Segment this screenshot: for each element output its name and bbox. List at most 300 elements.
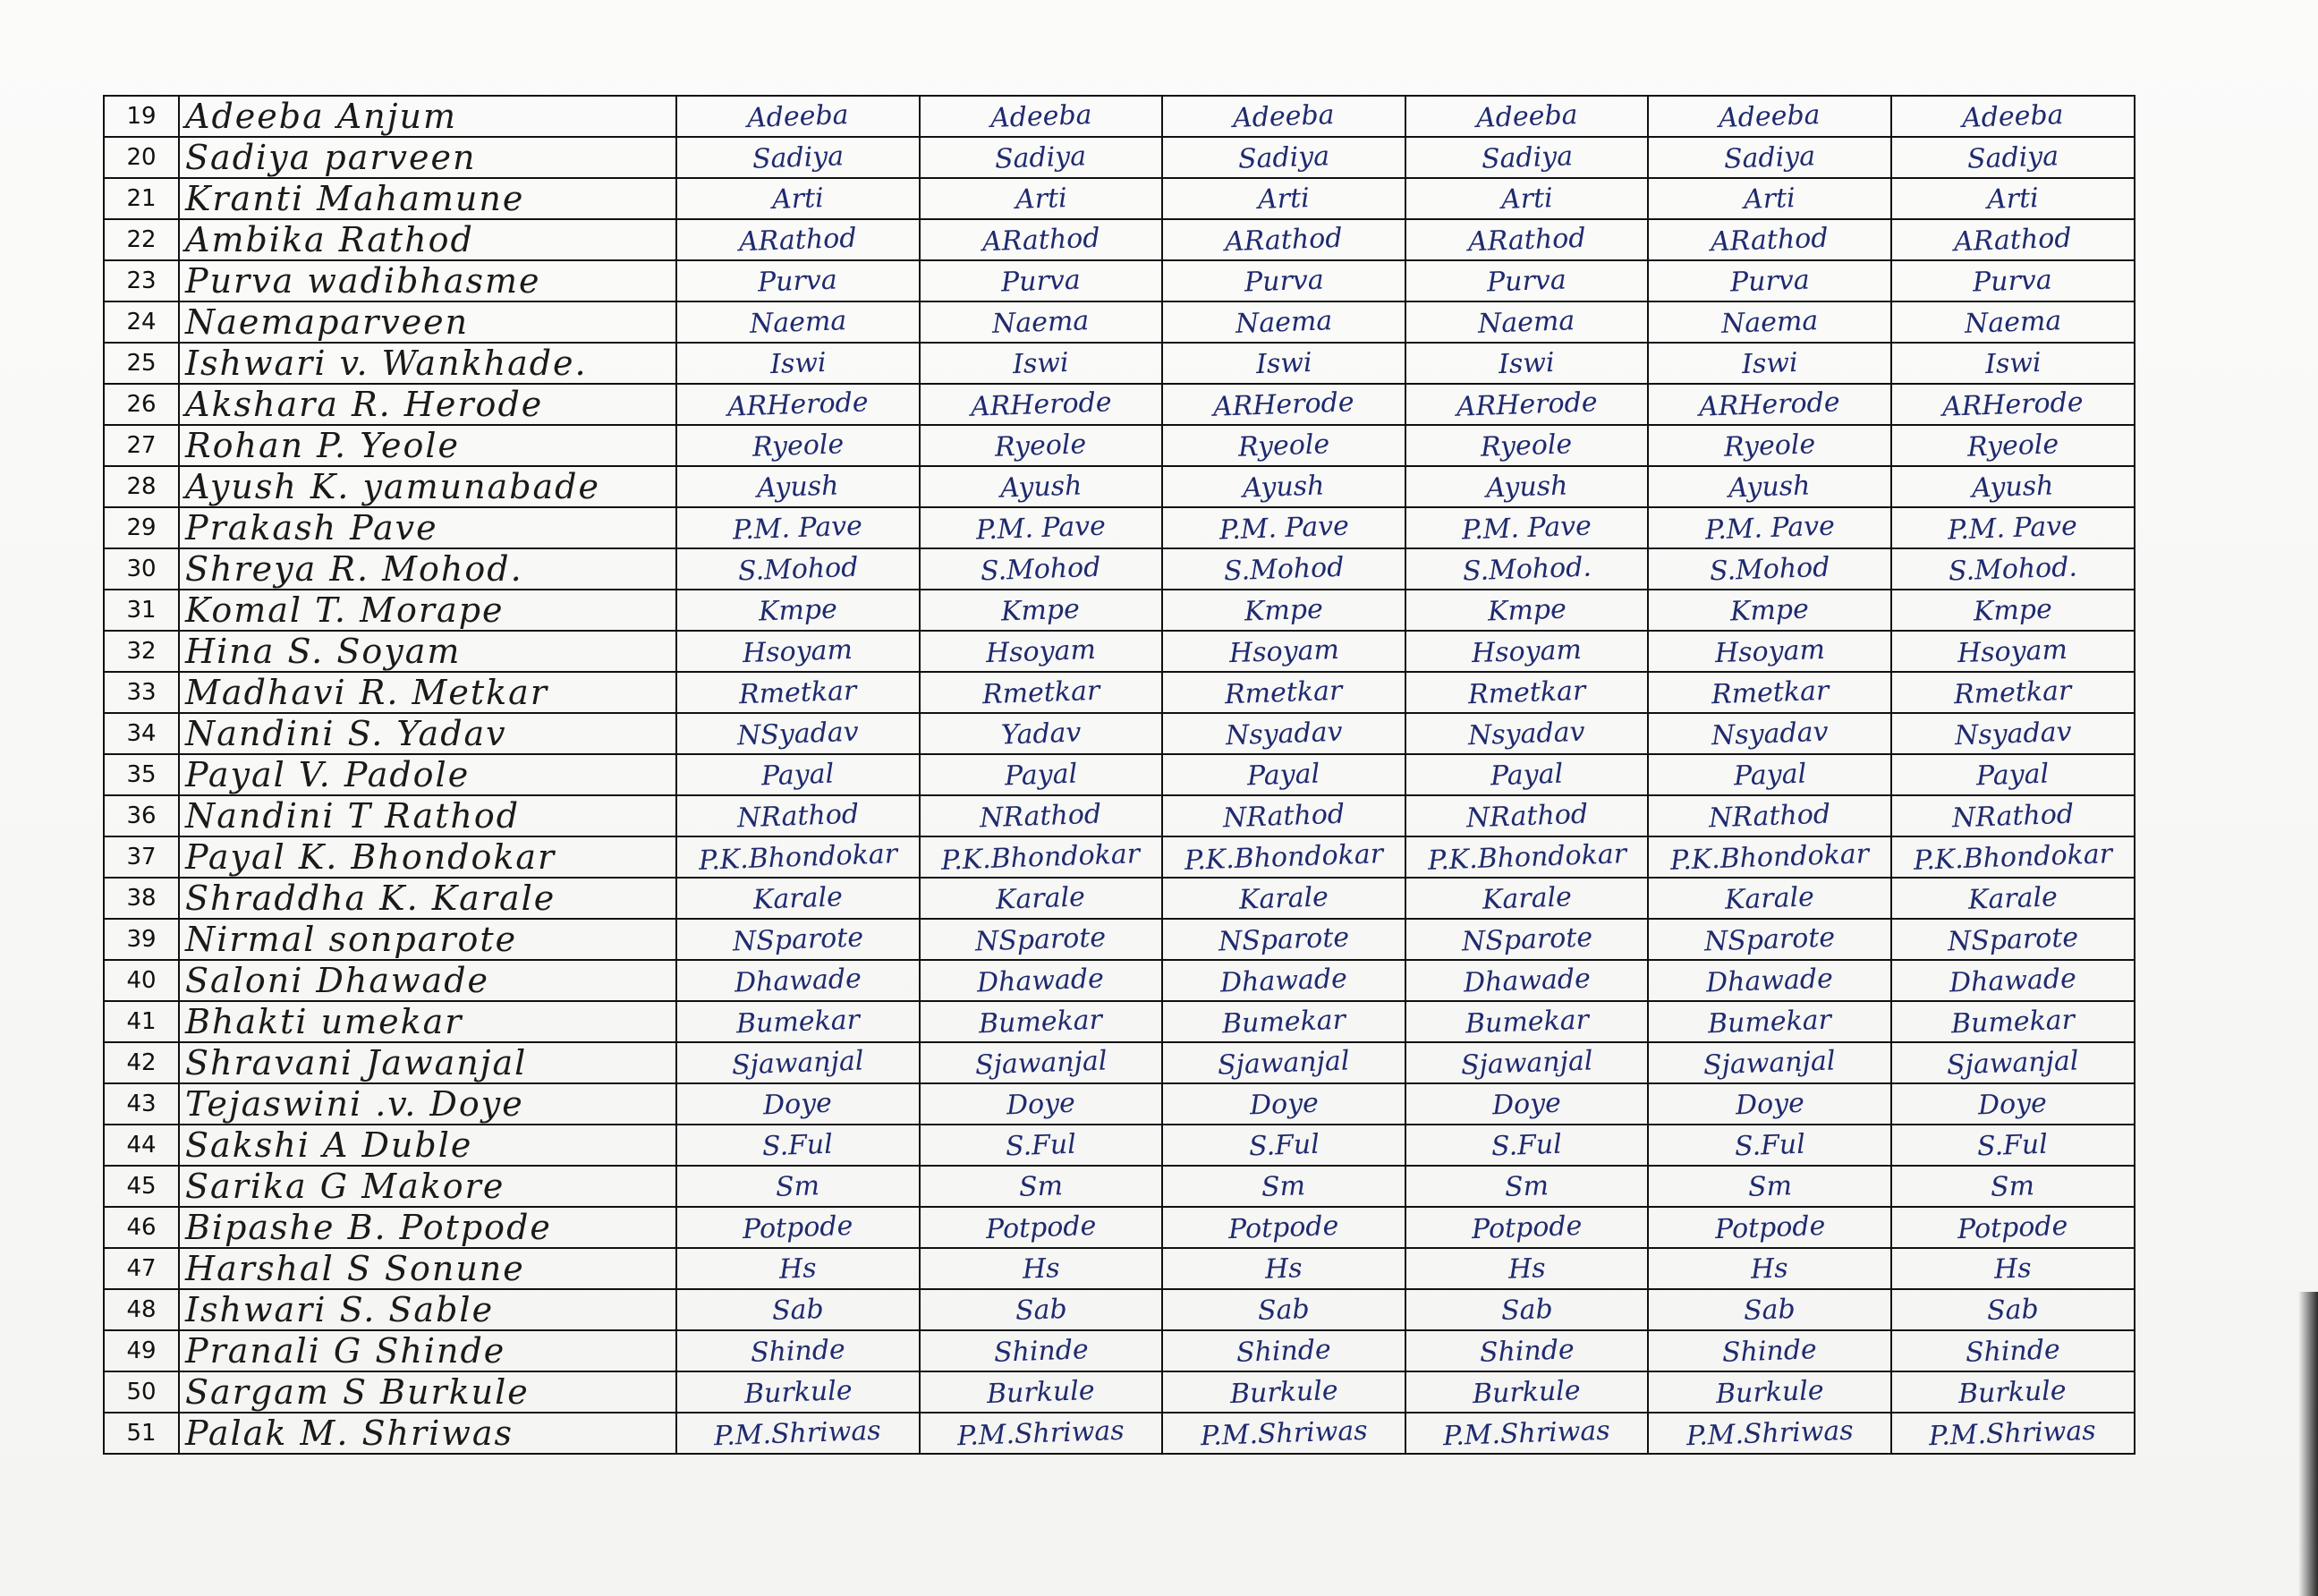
signature-text: Shinde	[1235, 1333, 1332, 1369]
fold-line	[0, 0, 118, 73]
signature-cell	[676, 96, 920, 137]
signature-text: Potpode	[985, 1210, 1097, 1245]
signature-text: Hs	[1507, 1252, 1546, 1286]
signature-text: Burkule	[1472, 1374, 1582, 1410]
signature-text: Sm	[1261, 1169, 1307, 1203]
student-name-cell: Ambika Rathod	[179, 219, 676, 260]
serial-number-cell: 28	[104, 466, 179, 507]
table-row	[104, 425, 2135, 466]
signature-text: NSparote	[732, 921, 864, 958]
signature-cell	[676, 590, 920, 631]
signature-text: Adeeba	[989, 98, 1092, 134]
signature-text: Payal	[1490, 758, 1564, 792]
student-name-cell: Palak M. Shriwas	[179, 1413, 676, 1454]
signature-cell	[1648, 1248, 1891, 1289]
serial-number-cell: 35	[104, 754, 179, 795]
signature-cell	[920, 507, 1163, 548]
signature-text: Sjawanjal	[974, 1044, 1108, 1082]
signature-text: Dhawade	[1463, 963, 1592, 998]
signature-cell	[1891, 878, 2135, 919]
signature-text: Dhawade	[1949, 963, 2077, 998]
student-name-cell: Shraddha K. Karale	[179, 878, 676, 919]
signature-cell	[676, 260, 920, 301]
signature-text: Naema	[1964, 304, 2062, 340]
serial-number-cell: 46	[104, 1207, 179, 1248]
signature-text: Hs	[1264, 1252, 1303, 1286]
student-name-cell: Pranali G Shinde	[179, 1330, 676, 1371]
signature-cell	[1648, 1125, 1891, 1166]
signature-text: Sab	[1743, 1293, 1796, 1327]
signature-text: Iswi	[1983, 346, 2042, 380]
signature-text: Nsyadav	[1467, 716, 1586, 751]
signature-cell	[1405, 795, 1649, 836]
serial-number-cell: 38	[104, 878, 179, 919]
signature-cell	[920, 384, 1163, 425]
serial-number-cell: 26	[104, 384, 179, 425]
signature-cell	[1648, 425, 1891, 466]
signature-text: ARHerode	[1941, 386, 2085, 423]
signature-cell	[676, 137, 920, 178]
signature-text: Doye	[1977, 1087, 2048, 1121]
signature-text: Potpode	[1471, 1210, 1583, 1245]
student-name-cell: Prakash Pave	[179, 507, 676, 548]
signature-text: Purva	[1000, 263, 1082, 299]
signature-cell	[1648, 919, 1891, 960]
signature-cell	[1405, 590, 1649, 631]
signature-cell	[1648, 1001, 1891, 1042]
signature-text: P.M. Pave	[975, 509, 1107, 547]
signature-text: Sadiya	[1237, 140, 1330, 175]
student-name-cell: Nandini T Rathod	[179, 795, 676, 836]
serial-number-cell: 23	[104, 260, 179, 301]
signature-text: P.M. Pave	[1704, 509, 1836, 547]
serial-number-cell: 41	[104, 1001, 179, 1042]
signature-cell	[920, 260, 1163, 301]
signature-cell	[676, 1125, 920, 1166]
signature-cell	[1891, 1248, 2135, 1289]
signature-cell	[1162, 219, 1405, 260]
serial-number-cell: 48	[104, 1289, 179, 1330]
signature-text: Sm	[1990, 1169, 2035, 1203]
signature-cell	[1405, 137, 1649, 178]
signature-text: Payal	[1004, 758, 1078, 792]
signature-text: Hs	[1022, 1252, 1060, 1286]
serial-number-cell: 43	[104, 1083, 179, 1125]
serial-number-cell: 34	[104, 713, 179, 754]
signature-text: P.M. Pave	[1461, 509, 1592, 547]
signature-cell	[1162, 466, 1405, 507]
signature-cell	[1891, 1330, 2135, 1371]
signature-cell	[1162, 384, 1405, 425]
table-row	[104, 1371, 2135, 1413]
signature-cell	[1405, 343, 1649, 384]
signature-text: Doye	[1006, 1087, 1076, 1121]
signature-cell	[676, 672, 920, 713]
signature-text: Nsyadav	[1711, 716, 1830, 751]
signature-cell	[1891, 631, 2135, 672]
signature-text: Purva	[1972, 263, 2053, 299]
signature-cell	[1162, 1083, 1405, 1125]
signature-text: Payal	[1733, 758, 1807, 792]
signature-cell	[1405, 1125, 1649, 1166]
signature-text: Sadiya	[751, 140, 845, 175]
table-row	[104, 343, 2135, 384]
signature-cell	[920, 343, 1163, 384]
signature-text: Kmpe	[1487, 592, 1567, 628]
signature-text: Karale	[995, 880, 1086, 916]
signature-text: P.M. Pave	[1947, 509, 2078, 547]
signature-cell	[1648, 96, 1891, 137]
signature-cell	[676, 919, 920, 960]
serial-number-cell: 40	[104, 960, 179, 1001]
signature-text: Dhawade	[734, 963, 862, 998]
student-name-cell: Akshara R. Herode	[179, 384, 676, 425]
signature-text: Kmpe	[1729, 592, 1810, 628]
table-row	[104, 548, 2135, 590]
signature-text: Sjawanjal	[1460, 1044, 1593, 1082]
serial-number-cell: 22	[104, 219, 179, 260]
signature-cell	[676, 878, 920, 919]
signature-text: Iswi	[1012, 346, 1070, 380]
signature-text: ARHerode	[970, 386, 1112, 423]
serial-number-cell: 49	[104, 1330, 179, 1371]
signature-text: Sm	[1504, 1169, 1550, 1203]
signature-text: Ryeole	[1237, 428, 1330, 463]
table-row	[104, 466, 2135, 507]
table-row	[104, 672, 2135, 713]
signature-text: ARHerode	[1698, 386, 1841, 423]
signature-text: ARathod	[981, 222, 1100, 258]
table-row	[104, 960, 2135, 1001]
signature-cell	[1162, 507, 1405, 548]
signature-text: Dhawade	[976, 963, 1105, 998]
signature-cell	[1891, 590, 2135, 631]
signature-cell	[1405, 96, 1649, 137]
signature-text: Ryeole	[994, 428, 1088, 463]
signature-cell	[920, 425, 1163, 466]
signature-cell	[1648, 1083, 1891, 1125]
table-row	[104, 836, 2135, 878]
student-name-cell: Rohan P. Yeole	[179, 425, 676, 466]
signature-text: Hsoyam	[1714, 633, 1826, 669]
table-row	[104, 1207, 2135, 1248]
signature-text: P.M.Shriwas	[1442, 1414, 1611, 1452]
signature-text: NSparote	[1460, 921, 1593, 958]
student-name-cell: Shreya R. Mohod.	[179, 548, 676, 590]
signature-text: Payal	[1246, 758, 1321, 792]
signature-text: Sadiya	[1723, 140, 1816, 175]
table-row	[104, 219, 2135, 260]
signature-cell	[1162, 590, 1405, 631]
signature-text: Doye	[762, 1087, 833, 1121]
signature-cell	[1648, 1207, 1891, 1248]
signature-cell	[1891, 548, 2135, 590]
signature-cell	[1405, 836, 1649, 878]
signature-text: P.M. Pave	[732, 509, 863, 547]
signature-text: Sab	[1014, 1293, 1067, 1327]
signature-text: Doye	[1248, 1087, 1319, 1121]
signature-text: NSparote	[1947, 921, 2079, 958]
signature-text: S.Ful	[1976, 1128, 2049, 1162]
signature-cell	[1891, 1289, 2135, 1330]
signature-cell	[1891, 960, 2135, 1001]
signature-text: Sm	[1018, 1169, 1064, 1203]
signature-cell	[1162, 1207, 1405, 1248]
signature-cell	[920, 301, 1163, 343]
table-row	[104, 96, 2135, 137]
signature-text: Shinde	[1479, 1333, 1575, 1369]
signature-cell	[1162, 260, 1405, 301]
signature-cell	[676, 178, 920, 219]
signature-cell	[1648, 631, 1891, 672]
signature-text: Ayush	[1971, 469, 2055, 505]
signature-cell	[1891, 1166, 2135, 1207]
signature-cell	[676, 836, 920, 878]
table-row	[104, 507, 2135, 548]
signature-text: P.K.Bhondokar	[940, 837, 1141, 877]
serial-number-cell: 45	[104, 1166, 179, 1207]
signature-text: Shinde	[992, 1333, 1089, 1369]
signature-cell	[1162, 178, 1405, 219]
signature-text: ARHerode	[726, 386, 870, 423]
signature-cell	[1648, 836, 1891, 878]
signature-text: Rmetkar	[1953, 675, 2072, 710]
table-row	[104, 301, 2135, 343]
table-row	[104, 590, 2135, 631]
signature-text: Naema	[1477, 304, 1576, 340]
signature-text: Shinde	[750, 1333, 846, 1369]
table-row	[104, 384, 2135, 425]
signature-text: Potpode	[1227, 1210, 1340, 1245]
signature-cell	[1648, 713, 1891, 754]
signature-text: Burkule	[1957, 1374, 2068, 1410]
signature-cell	[1648, 1289, 1891, 1330]
student-name-cell: Bhakti umekar	[179, 1001, 676, 1042]
signature-cell	[920, 1330, 1163, 1371]
signature-text: Hs	[1750, 1252, 1789, 1286]
signature-text: Bumekar	[978, 1004, 1103, 1040]
signature-cell	[1405, 1413, 1649, 1454]
serial-number-cell: 20	[104, 137, 179, 178]
signature-text: ARathod	[738, 222, 858, 258]
signature-cell	[1405, 960, 1649, 1001]
signature-cell	[1162, 713, 1405, 754]
signature-cell	[1648, 137, 1891, 178]
signature-text: Ayush	[1242, 469, 1326, 505]
signature-cell	[920, 96, 1163, 137]
signature-text: Iswi	[1498, 346, 1556, 380]
signature-text: Adeeba	[1718, 98, 1821, 134]
student-name-cell: Ayush K. yamunabade	[179, 466, 676, 507]
signature-text: Sadiya	[1480, 140, 1574, 175]
student-name-cell: Bipashe B. Potpode	[179, 1207, 676, 1248]
signature-text: S.Mohod.	[1462, 550, 1592, 588]
signature-text: Hsoyam	[1471, 633, 1583, 669]
signature-cell	[920, 960, 1163, 1001]
signature-text: Burkule	[743, 1374, 853, 1410]
signature-text: Bumekar	[1465, 1004, 1590, 1040]
signature-text: Rmetkar	[738, 675, 857, 710]
signature-text: S.Ful	[1005, 1128, 1077, 1162]
signature-text: S.Mohod	[737, 551, 859, 587]
table-row	[104, 260, 2135, 301]
signature-cell	[1162, 795, 1405, 836]
table-row	[104, 1042, 2135, 1083]
student-name-cell: Purva wadibhasme	[179, 260, 676, 301]
signature-text: Hs	[1993, 1252, 2033, 1286]
signature-cell	[1891, 713, 2135, 754]
signature-cell	[1648, 548, 1891, 590]
signature-cell	[1405, 878, 1649, 919]
student-name-cell: Kranti Mahamune	[179, 178, 676, 219]
serial-number-cell: 19	[104, 96, 179, 137]
signature-cell	[1648, 343, 1891, 384]
signature-text: ARathod	[1467, 222, 1586, 258]
signature-cell	[676, 301, 920, 343]
signature-cell	[676, 1001, 920, 1042]
signature-cell	[1648, 219, 1891, 260]
signature-text: ARathod	[1710, 222, 1830, 258]
signature-text: P.M.Shriwas	[713, 1414, 882, 1452]
signature-cell	[1648, 960, 1891, 1001]
signature-cell	[1405, 1083, 1649, 1125]
serial-number-cell: 39	[104, 919, 179, 960]
signature-cell	[1891, 507, 2135, 548]
serial-number-cell: 24	[104, 301, 179, 343]
signature-text: Arti	[1014, 182, 1067, 216]
signature-cell	[676, 466, 920, 507]
signature-cell	[1162, 1330, 1405, 1371]
signature-cell	[1891, 384, 2135, 425]
signature-text: Sjawanjal	[731, 1044, 865, 1082]
signature-cell	[1891, 1125, 2135, 1166]
signature-cell	[1891, 260, 2135, 301]
signature-cell	[1891, 1001, 2135, 1042]
student-name-cell: Nandini S. Yadav	[179, 713, 676, 754]
signature-text: P.M.Shriwas	[1200, 1414, 1368, 1452]
table-body	[104, 96, 2135, 1454]
signature-cell	[676, 425, 920, 466]
signature-text: Sab	[771, 1293, 825, 1327]
signature-cell	[1162, 1413, 1405, 1454]
signature-cell	[1162, 919, 1405, 960]
signature-cell	[1405, 548, 1649, 590]
signature-cell	[676, 631, 920, 672]
signature-cell	[920, 1207, 1163, 1248]
signature-text: Adeeba	[1475, 98, 1578, 134]
signature-cell	[920, 178, 1163, 219]
serial-number-cell: 31	[104, 590, 179, 631]
signature-cell	[920, 1001, 1163, 1042]
signature-cell	[1648, 466, 1891, 507]
signature-text: Adeeba	[1232, 98, 1336, 134]
student-name-cell: Naemaparveen	[179, 301, 676, 343]
signature-text: Payal	[760, 758, 835, 792]
signature-cell	[1405, 507, 1649, 548]
signature-text: Hsoyam	[742, 633, 853, 669]
table-row	[104, 178, 2135, 219]
signature-text: Arti	[1986, 182, 2040, 216]
signature-cell	[1405, 672, 1649, 713]
table-row	[104, 919, 2135, 960]
signature-text: P.M.Shriwas	[1928, 1414, 2097, 1452]
signature-text: P.M. Pave	[1218, 509, 1349, 547]
signature-cell	[676, 1413, 920, 1454]
student-name-cell: Tejaswini .v. Doye	[179, 1083, 676, 1125]
serial-number-cell: 33	[104, 672, 179, 713]
signature-cell	[1648, 672, 1891, 713]
signature-text: P.M.Shriwas	[956, 1414, 1125, 1452]
signature-text: Arti	[1257, 182, 1311, 216]
signature-cell	[1162, 1371, 1405, 1413]
signature-text: Nsyadav	[1225, 716, 1343, 751]
signature-text: ARathod	[1953, 222, 2073, 258]
signature-text: Dhawade	[1219, 963, 1348, 998]
signature-cell	[920, 1371, 1163, 1413]
signature-cell	[920, 713, 1163, 754]
signature-cell	[1648, 1330, 1891, 1371]
signature-cell	[1162, 137, 1405, 178]
student-name-cell: Ishwari v. Wankhade.	[179, 343, 676, 384]
signature-text: Hsoyam	[1957, 633, 2068, 669]
signature-cell	[1405, 1371, 1649, 1413]
signature-text: S.Ful	[761, 1128, 834, 1162]
signature-text: NRathod	[736, 798, 860, 834]
student-name-cell: Komal T. Morape	[179, 590, 676, 631]
signature-cell	[1648, 1042, 1891, 1083]
signature-text: Arti	[1500, 182, 1553, 216]
signature-cell	[1405, 1001, 1649, 1042]
signature-cell	[920, 672, 1163, 713]
serial-number-cell: 47	[104, 1248, 179, 1289]
table-row	[104, 137, 2135, 178]
signature-text: Sjawanjal	[1946, 1044, 2080, 1082]
signature-cell	[1405, 1042, 1649, 1083]
signature-text: Purva	[1729, 263, 1811, 299]
signature-text: NSyadav	[736, 716, 860, 751]
signature-text: Potpode	[742, 1210, 854, 1245]
signature-cell	[1648, 1371, 1891, 1413]
signature-text: Sab	[1986, 1293, 2040, 1327]
signature-text: Hs	[778, 1252, 818, 1286]
signature-cell	[920, 631, 1163, 672]
signature-text: Sm	[1747, 1169, 1793, 1203]
table-row	[104, 1001, 2135, 1042]
signature-text: Sab	[1257, 1293, 1311, 1327]
student-name-cell: Ishwari S. Sable	[179, 1289, 676, 1330]
signature-cell	[1405, 713, 1649, 754]
signature-text: S.Ful	[1734, 1128, 1806, 1162]
signature-text: Potpode	[1957, 1210, 2068, 1245]
signature-cell	[1162, 1289, 1405, 1330]
table-row	[104, 1413, 2135, 1454]
signature-text: NRathod	[1951, 798, 2075, 834]
signature-text: Sjawanjal	[1702, 1044, 1837, 1082]
signature-text: Sab	[1500, 1293, 1553, 1327]
serial-number-cell: 32	[104, 631, 179, 672]
signature-text: Naema	[991, 304, 1091, 340]
signature-cell	[1162, 1125, 1405, 1166]
signature-cell	[1405, 1330, 1649, 1371]
signature-cell	[1891, 466, 2135, 507]
signature-cell	[1648, 878, 1891, 919]
serial-number-cell: 25	[104, 343, 179, 384]
student-name-cell: Payal V. Padole	[179, 754, 676, 795]
signature-text: Iswi	[1741, 346, 1799, 380]
signature-cell	[1648, 1166, 1891, 1207]
signature-cell	[1891, 754, 2135, 795]
signature-text: Shinde	[1965, 1333, 2061, 1369]
